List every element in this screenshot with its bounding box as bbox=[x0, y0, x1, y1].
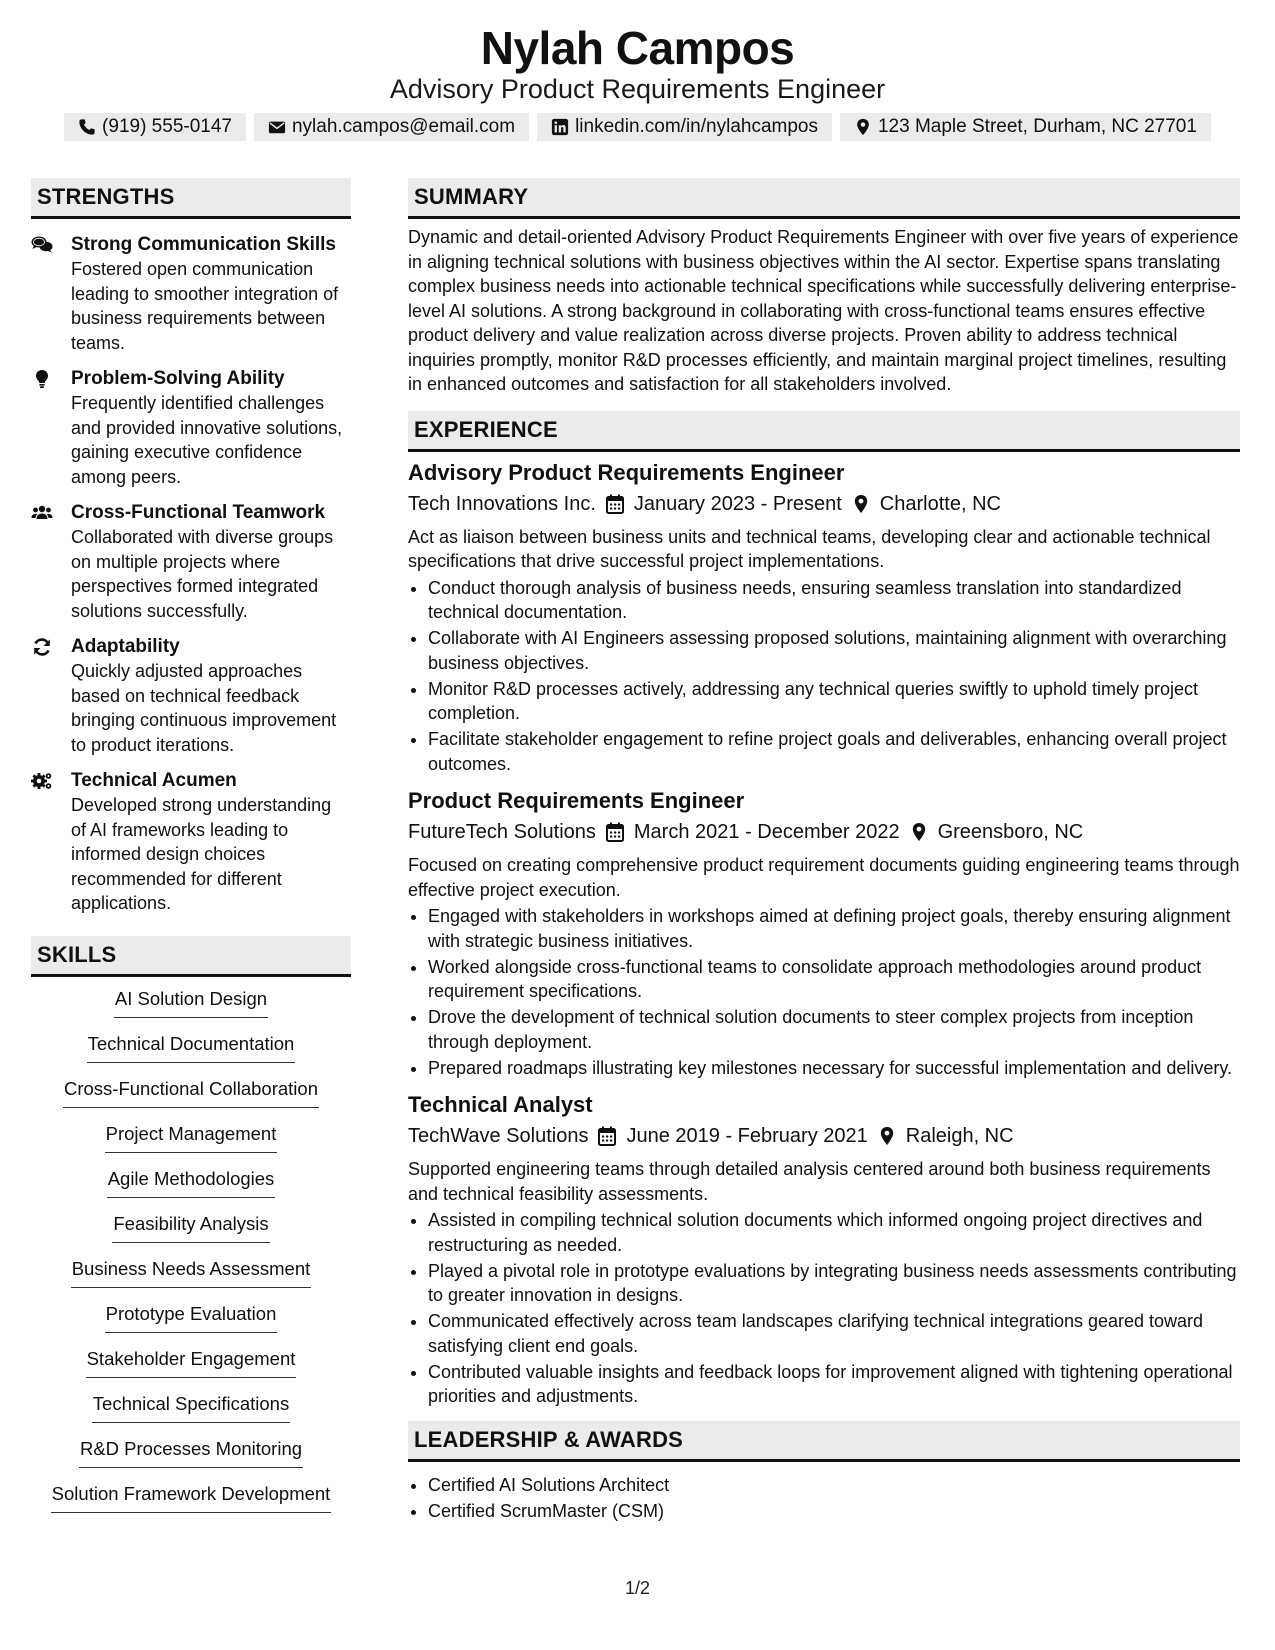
contact-phone[interactable] bbox=[64, 113, 246, 141]
contact-address-text: 123 Maple Street, Durham, NC 27701 bbox=[877, 116, 1197, 137]
job-dates: March 2021 - December 2022 bbox=[633, 821, 900, 843]
strength-title: Technical Acumen bbox=[71, 770, 237, 791]
strength-description: Quickly adjusted approaches based on technical feedback bringing continuous improvement to product iterations. bbox=[71, 661, 337, 755]
skill-item: Technical Documentation bbox=[87, 1032, 296, 1063]
contact-linkedin[interactable] bbox=[537, 113, 832, 141]
skills-list bbox=[31, 987, 351, 1527]
contact-address[interactable] bbox=[840, 113, 1211, 141]
job-company: TechWave Solutions bbox=[408, 1125, 589, 1147]
strength-item bbox=[31, 769, 351, 916]
strength-item bbox=[31, 501, 351, 623]
strength-title: Strong Communication Skills bbox=[71, 234, 336, 255]
skill-item: Feasibility Analysis bbox=[112, 1212, 269, 1243]
contact-bar bbox=[0, 113, 1275, 141]
map-pin-icon bbox=[852, 494, 870, 514]
strength-description: Developed strong understanding of AI frameworks leading to informed design choices recommended for different applications. bbox=[71, 795, 332, 913]
job-company: FutureTech Solutions bbox=[408, 821, 596, 843]
lightbulb-icon bbox=[31, 369, 53, 389]
job-entry bbox=[408, 1090, 1240, 1409]
job-location: Charlotte, NC bbox=[879, 492, 1001, 515]
contact-phone-text: (919) 555-0147 bbox=[102, 116, 232, 137]
skill-item: Agile Methodologies bbox=[107, 1167, 276, 1198]
left-column bbox=[31, 178, 351, 1527]
skill-item: Stakeholder Engagement bbox=[86, 1347, 297, 1378]
strength-title: Cross-Functional Teamwork bbox=[71, 502, 326, 523]
job-bullet: • Assisted in compiling technical solution documents which informed ongoing project directives and restructuring as needed. bbox=[428, 1208, 1240, 1257]
skill-item: Project Management bbox=[105, 1122, 278, 1153]
resume-job-title: Advisory Product Requirements Engineer bbox=[389, 74, 886, 104]
contact-linkedin-text: linkedin.com/in/nylahcampos bbox=[575, 116, 818, 137]
job-bullet: • Drove the development of technical solution documents to steer complex projects from inception through deployment. bbox=[428, 1005, 1240, 1054]
calendar-icon bbox=[598, 1126, 616, 1146]
skill-item: AI Solution Design bbox=[114, 987, 268, 1018]
job-bullets bbox=[408, 1208, 1240, 1409]
job-bullet: • Worked alongside cross-functional teams to consolidate approach methodologies around product requirement specifications. bbox=[428, 955, 1240, 1004]
linkedin-icon bbox=[551, 118, 569, 136]
job-title: Technical Analyst bbox=[408, 1092, 593, 1117]
strength-description: Frequently identified challenges and provided innovative solutions, gaining executive confidence among peers. bbox=[71, 393, 343, 487]
job-title: Advisory Product Requirements Engineer bbox=[408, 459, 845, 485]
job-entry bbox=[408, 786, 1240, 1080]
map-pin-icon bbox=[910, 822, 928, 842]
job-meta bbox=[408, 817, 1240, 847]
phone-icon bbox=[78, 118, 96, 136]
resume-name: Nylah Campos bbox=[480, 22, 795, 74]
gears-icon bbox=[31, 771, 53, 791]
job-description: Supported engineering teams through detailed analysis centered around both business requirements and technical feasibility assessments. bbox=[408, 1159, 1211, 1204]
job-meta bbox=[408, 1121, 1240, 1151]
contact-email[interactable] bbox=[254, 113, 529, 141]
award-item: • Certified AI Solutions Architect bbox=[428, 1472, 1240, 1498]
job-bullet: • Played a pivotal role in prototype evaluations by integrating business needs assessments contributing to greater innovation in designs. bbox=[428, 1259, 1240, 1308]
job-description: Focused on creating comprehensive product requirement documents guiding engineering teams through effective project execution. bbox=[408, 855, 1240, 900]
skill-item: Solution Framework Development bbox=[51, 1482, 332, 1513]
map-pin-icon bbox=[854, 118, 872, 136]
job-dates: June 2019 - February 2021 bbox=[626, 1125, 868, 1147]
job-bullets bbox=[408, 904, 1240, 1080]
skill-item: R&D Processes Monitoring bbox=[79, 1437, 303, 1468]
skills-heading: SKILLS bbox=[31, 936, 351, 977]
job-entry bbox=[408, 458, 1240, 777]
strength-description: Collaborated with diverse groups on multiple projects where perspectives formed integrated solutions successfully. bbox=[71, 527, 334, 621]
strengths-heading: STRENGTHS bbox=[31, 178, 351, 219]
job-meta bbox=[408, 489, 1240, 519]
skill-item: Prototype Evaluation bbox=[105, 1302, 278, 1333]
skill-item: Cross-Functional Collaboration bbox=[63, 1077, 319, 1108]
strength-item bbox=[31, 635, 351, 757]
strength-title: Adaptability bbox=[71, 636, 180, 657]
job-bullet: • Facilitate stakeholder engagement to refine project goals and deliverables, enhancing overall project outcomes. bbox=[428, 727, 1240, 776]
job-dates: January 2023 - Present bbox=[633, 492, 842, 515]
job-title: Product Requirements Engineer bbox=[408, 788, 745, 813]
right-column bbox=[408, 178, 1240, 1524]
page-number: 1/2 bbox=[624, 1578, 651, 1598]
job-bullets bbox=[408, 576, 1240, 777]
awards-heading: LEADERSHIP & AWARDS bbox=[408, 1421, 1240, 1462]
job-bullet: • Prepared roadmaps illustrating key milestones necessary for successful implementation and delivery. bbox=[428, 1056, 1240, 1081]
users-icon bbox=[31, 503, 53, 523]
job-description: Act as liaison between business units and technical teams, developing clear and actionable technical specifications that drive successful project implementations. bbox=[408, 526, 1211, 571]
job-bullet: • Monitor R&D processes actively, addressing any technical queries swiftly to uphold timely project completion. bbox=[428, 677, 1240, 726]
strength-item bbox=[31, 233, 351, 355]
summary-text: Dynamic and detail-oriented Advisory Product Requirements Engineer with over five years of experience in aligning technical solutions with business objectives within the AI sector. Expertise spans translating complex business needs into actionable technical specifications while successfully delivering enterprise-level AI solutions. A strong background in collaborating with cross-functional teams ensures effective product delivery and value realization across diverse projects. Proven ability to address technical inquiries promptly, monitor R&D processes efficiently, and maintain marginal project timelines, resulting in enhanced outcomes and satisfaction for all stakeholders involved. bbox=[408, 227, 1239, 394]
strength-item bbox=[31, 367, 351, 489]
award-item: • Certified ScrumMaster (CSM) bbox=[428, 1498, 1240, 1524]
awards-list bbox=[408, 1472, 1240, 1524]
job-bullet: • Conduct thorough analysis of business needs, ensuring seamless translation into standardized technical documentation. bbox=[428, 576, 1240, 625]
job-location: Greensboro, NC bbox=[937, 821, 1084, 843]
calendar-icon bbox=[606, 822, 624, 842]
skill-item: Business Needs Assessment bbox=[71, 1257, 312, 1288]
job-location: Raleigh, NC bbox=[905, 1125, 1014, 1147]
job-bullet: • Collaborate with AI Engineers assessing proposed solutions, maintaining alignment with overarching business objectives. bbox=[428, 626, 1240, 675]
experience-heading: EXPERIENCE bbox=[408, 411, 1240, 452]
strength-description: Fostered open communication leading to smoother integration of business requirements between teams. bbox=[71, 259, 339, 353]
job-company: Tech Innovations Inc. bbox=[408, 492, 596, 515]
refresh-icon bbox=[31, 637, 53, 657]
strength-title: Problem-Solving Ability bbox=[71, 368, 285, 389]
summary-heading: SUMMARY bbox=[408, 178, 1240, 219]
job-bullet: • Communicated effectively across team landscapes clarifying technical integrations geared toward satisfying client end goals. bbox=[428, 1309, 1240, 1358]
map-pin-icon bbox=[878, 1126, 896, 1146]
job-bullet: • Contributed valuable insights and feedback loops for improvement aligned with tightening operational priorities and adjustments. bbox=[428, 1360, 1240, 1409]
contact-email-text: nylah.campos@email.com bbox=[291, 116, 516, 137]
chat-bubbles-icon bbox=[31, 235, 53, 255]
envelope-icon bbox=[268, 118, 286, 136]
skill-item: Technical Specifications bbox=[92, 1392, 290, 1423]
job-bullet: • Engaged with stakeholders in workshops aimed at defining project goals, thereby ensuring alignment with strategic business initiatives. bbox=[428, 904, 1240, 953]
calendar-icon bbox=[606, 494, 624, 514]
